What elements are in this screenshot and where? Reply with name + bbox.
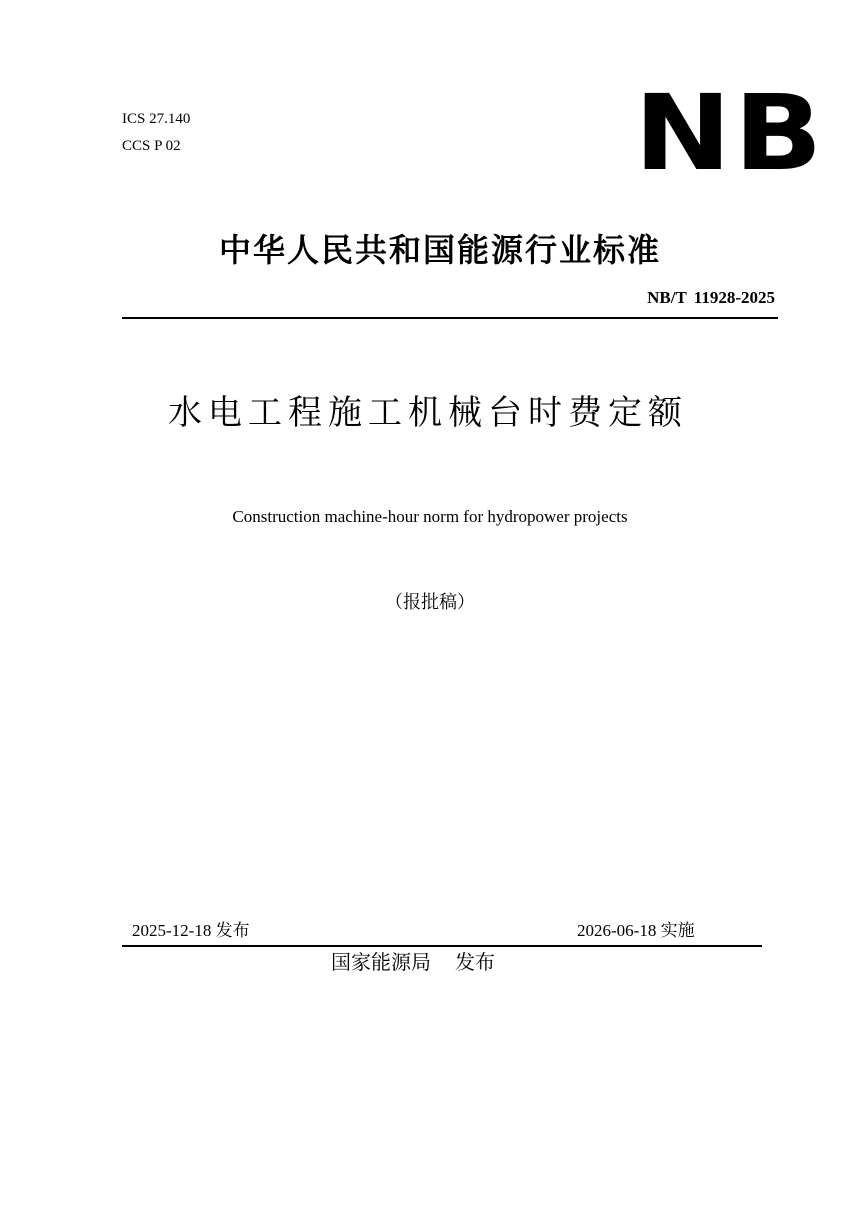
ics-code: ICS 27.140 bbox=[122, 111, 191, 127]
title-english: Construction machine-hour norm for hydropower projects bbox=[232, 507, 628, 526]
publish-date: 2025-12-18 发布 bbox=[132, 921, 250, 940]
top-divider bbox=[122, 317, 778, 319]
issuer-line bbox=[331, 948, 495, 976]
draft-status: （报批稿） bbox=[385, 592, 475, 613]
standard-number: NB/T 11928-2025 bbox=[647, 288, 775, 307]
standard-category: 中华人民共和国能源行业标准 bbox=[218, 231, 661, 269]
issuer-name: 国家能源局 bbox=[331, 950, 431, 974]
implement-date: 2026-06-18 实施 bbox=[577, 921, 695, 940]
bottom-divider bbox=[122, 945, 762, 947]
issuer-action: 发布 bbox=[455, 950, 495, 974]
ccs-code: CCS P 02 bbox=[122, 138, 181, 154]
nb-logo: NB bbox=[634, 72, 825, 194]
title-chinese: 水电工程施工机械台时费定额 bbox=[168, 393, 688, 433]
